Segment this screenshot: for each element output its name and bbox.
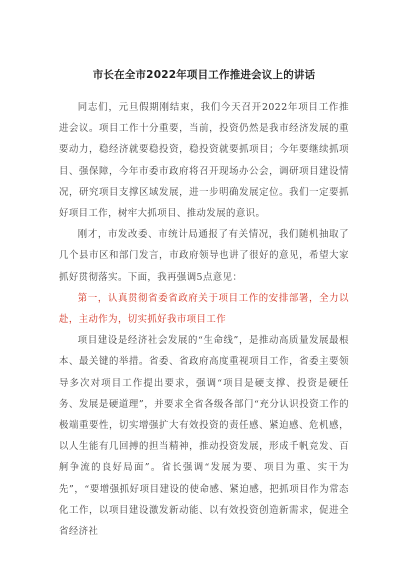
document-body [59, 97, 349, 542]
section-heading-first: 第一，认真贯彻省委省政府关于项目工作的安排部署，全力以赴，主动作为，切实抓好我市项目工作 [59, 292, 349, 326]
paragraph-opening: 同志们，元旦假期刚结束，我们今天召开2022年项目工作推进会议。项目工作十分重要，当前，投资仍然是我市经济发展的重要动力，稳经济就要稳投资，稳投资就要抓项目；今年要继续抓项目、强保障，今年市委市政府将召开现场办公会，调研项目建设情况，研究项目支撑区域发展，进一步明确发展定位。我们一定要抓好项目工作，树牢大抓项目、推动发展的意识。 [59, 102, 349, 220]
document-title: 市长在全市2022年项目工作推进会议上的讲话 [92, 69, 316, 81]
paragraph-briefing: 刚才，市发改委、市统计局通报了有关情况，我们随机抽取了几个县市区和部门发言，市政府领导也讲了很好的意见，希望大家抓好贯彻落实。下面，我再强调5点意见： [59, 229, 349, 283]
paragraph-project-lifeline: 项目建设是经济社会发展的“生命线”，是推动高质量发展最根本、最关键的举措。省委、省政府高度重视项目工作，省委主要领导多次对项目工作提出要求，强调“项目是硬支撑、投资是硬任务、发展是硬道理”，并要求全省各级各部门“充分认识投资工作的极端重要性，切实增强扩大有效投资的责任感、紧迫感、危机感，以人生能有几回搏的担当精神，推动投资发展，形成千帆竞发、百舸争流的良好局面”。省长强调“发展为要、项目为重、实干为先”，“要增强抓好项目建设的使命感、紧迫感，把抓项目作为常态化工作，以项目建设激发新动能、以有效投资创造新需求，促进全省经济社 [59, 335, 349, 538]
